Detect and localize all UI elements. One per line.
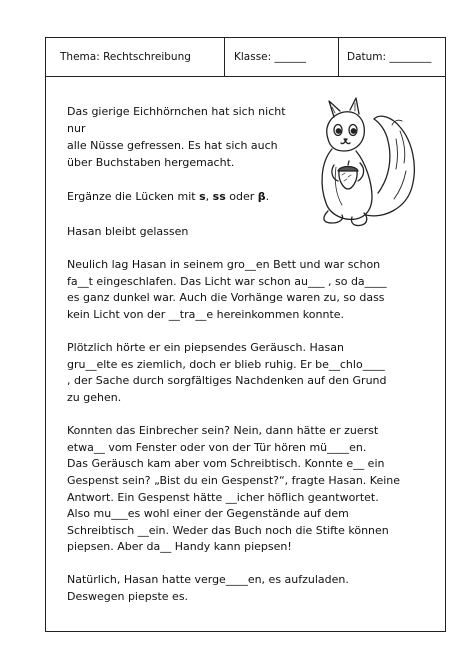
worksheet-header (46, 38, 445, 77)
intro-line: Das gierige Eichhörnchen hat sich nicht nur (67, 105, 286, 135)
story-line: etwa__ vom Fenster oder von der Tür hören mü____en. (67, 440, 367, 454)
option-s: s (199, 190, 206, 203)
task-text: oder (225, 190, 258, 203)
story-content (67, 224, 435, 622)
story-line: zu gehen. (67, 390, 122, 404)
option-eszett: β (257, 190, 266, 203)
class-field: Klasse: ______ (224, 38, 338, 76)
intro-line: alle Nüsse gefressen. Es hat sich auch (67, 139, 278, 152)
task-instruction (67, 188, 307, 205)
intro-line: über Buchstaben hergemacht. (67, 156, 235, 169)
squirrel-icon (308, 97, 424, 235)
task-text: Ergänze die Lücken mit (67, 190, 200, 203)
story-line: es ganz dunkel war. Auch die Vorhänge waren zu, so dass (67, 291, 385, 305)
story-line: Das Geräusch kam aber vom Schreibtisch. Konnte e__ ein (67, 457, 385, 471)
story-line: fa__t eingeschlafen. Das Licht war schon au___ , so da____ (67, 274, 387, 288)
story-line: kein Licht von der __tra__e hereinkommen konnte. (67, 307, 345, 321)
paragraph-2 (67, 340, 435, 406)
story-title: Hasan bleibt gelassen (67, 225, 189, 238)
story-line: Neulich lag Hasan in seinem gro__en Bett und war schon (67, 258, 381, 272)
story-line: piepsen. Aber da__ Handy kann piepsen! (67, 540, 292, 554)
option-ss: ss (212, 190, 226, 203)
story-line: gru__elte es ziemlich, doch er blieb ruhig. Er be__chlo____ (67, 357, 385, 371)
paragraph-4 (67, 572, 435, 605)
story-line: Antwort. Ein Gespenst hätte __icher höflich geantwortet. (67, 490, 379, 504)
story-line: Plötzlich hörte er ein piepsendes Geräusch. Hasan (67, 341, 344, 355)
task-text: , (205, 190, 213, 203)
story-line: Also mu___es wohl einer der Gegenstände auf dem (67, 507, 349, 521)
story-line: Deswegen piepste es. (67, 590, 189, 604)
story-line: Schreibtisch __ein. Weder das Buch noch die Stifte können (67, 523, 389, 537)
date-field: Datum: ________ (338, 38, 445, 76)
story-line: Gespenst sein? „Bist du ein Gespenst?“, fragte Hasan. Keine (67, 473, 401, 487)
story-line: , der Sache durch sorgfältiges Nachdenken auf den Grund (67, 374, 387, 388)
story-line: Konnten das Einbrecher sein? Nein, dann hätte er zuerst (67, 424, 379, 438)
task-text: . (265, 190, 270, 203)
paragraph-1 (67, 257, 435, 323)
story-line: Natürlich, Hasan hatte verge____en, es aufzuladen. (67, 573, 349, 587)
topic-label: Thema: Rechtschreibung (60, 51, 191, 63)
intro-text (67, 103, 307, 205)
worksheet (45, 37, 446, 632)
paragraph-3 (67, 423, 435, 556)
